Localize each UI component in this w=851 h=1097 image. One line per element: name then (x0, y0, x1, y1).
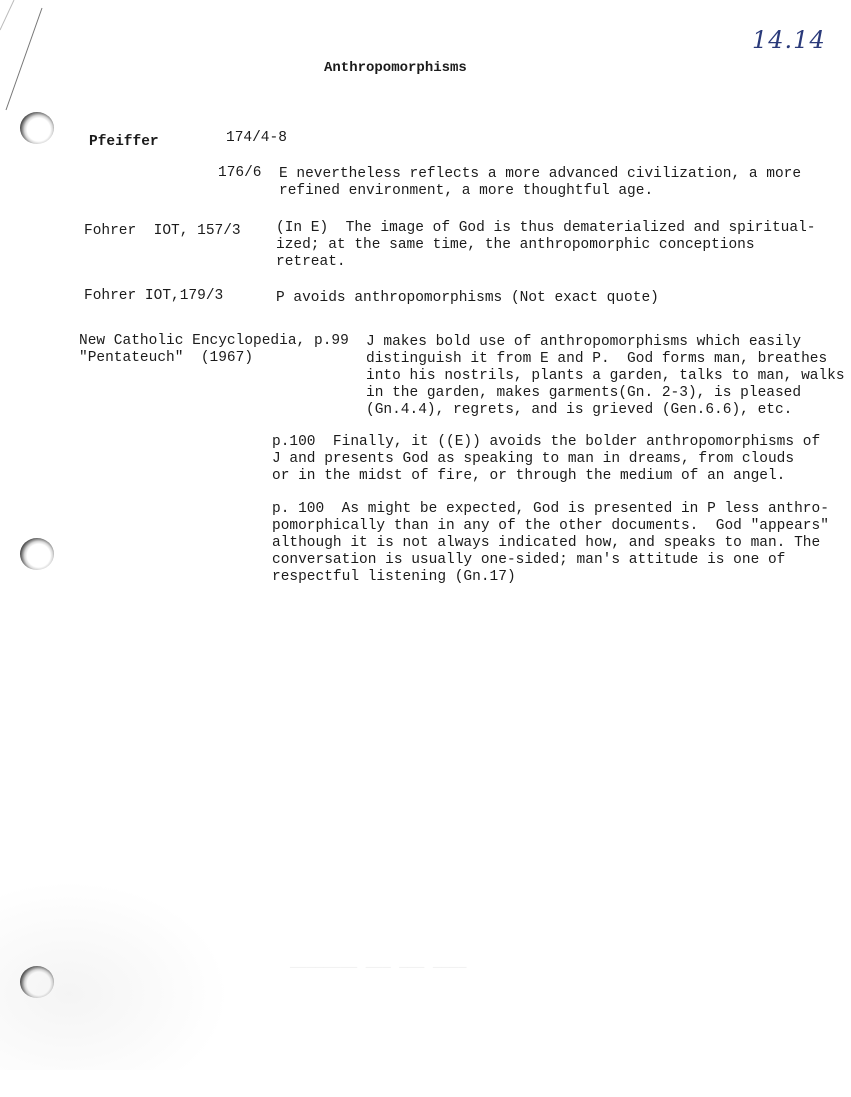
quote-line: respectful listening (Gn.17) (272, 569, 516, 585)
page-title: Anthropomorphisms (324, 60, 467, 76)
quote-line: ized; at the same time, the anthropomorphic conceptions (276, 237, 755, 253)
quote-line: although it is not always indicated how, and speaks to man. The (272, 535, 821, 551)
page-ref-p99: p.99 (314, 333, 349, 349)
punch-hole-middle (20, 538, 54, 570)
source-pfeiffer: Pfeiffer (89, 134, 159, 150)
quote-line: (Gn.4.4), regrets, and is grieved (Gen.6.6), etc. (366, 402, 793, 418)
bleed-through-text: ____ ___ ___ ________ (290, 955, 467, 971)
ref-pfeiffer: 174/4-8 (226, 130, 287, 146)
quote-line: distinguish it from E and P. God forms man, breathes (366, 351, 828, 367)
bleed-through-stain (0, 880, 230, 1070)
quote-line: pomorphically than in any of the other documents. God "appears" (272, 518, 829, 534)
ref-pfeiffer-176: 176/6 (218, 165, 262, 181)
quote-line: conversation is usually one-sided; man's attitude is one of (272, 552, 786, 568)
quote-line: J makes bold use of anthropomorphisms which easily (366, 334, 802, 350)
quote-line: J and presents God as speaking to man in dreams, from clouds (272, 451, 795, 467)
quote-line: E nevertheless reflects a more advanced civilization, a more (279, 166, 802, 182)
page-number: 14.14 (752, 26, 826, 54)
quote-line: p.100 Finally, it ((E)) avoids the bolder anthropomorphisms of (272, 434, 821, 450)
quote-line: (In E) The image of God is thus dematerialized and spiritual- (276, 220, 816, 236)
quote-line: P avoids anthropomorphisms (Not exact quote) (276, 290, 659, 306)
quote-line: or in the midst of fire, or through the medium of an angel. (272, 468, 786, 484)
quote-line: p. 100 As might be expected, God is presented in P less anthro- (272, 501, 829, 517)
source-fohrer-157: Fohrer IOT, 157/3 (84, 223, 241, 239)
punch-hole-top (20, 112, 54, 144)
quote-line: into his nostrils, plants a garden, talks to man, walks (366, 368, 845, 384)
corner-line-mark (0, 0, 60, 130)
quote-line: refined environment, a more thoughtful age. (279, 183, 654, 199)
quote-line: in the garden, makes garments(Gn. 2-3), is pleased (366, 385, 802, 401)
source-nce-article: "Pentateuch" (1967) (79, 350, 254, 366)
source-fohrer-179: Fohrer IOT,179/3 (84, 288, 224, 304)
source-nce: New Catholic Encyclopedia, (79, 333, 306, 349)
quote-line: retreat. (276, 254, 346, 270)
